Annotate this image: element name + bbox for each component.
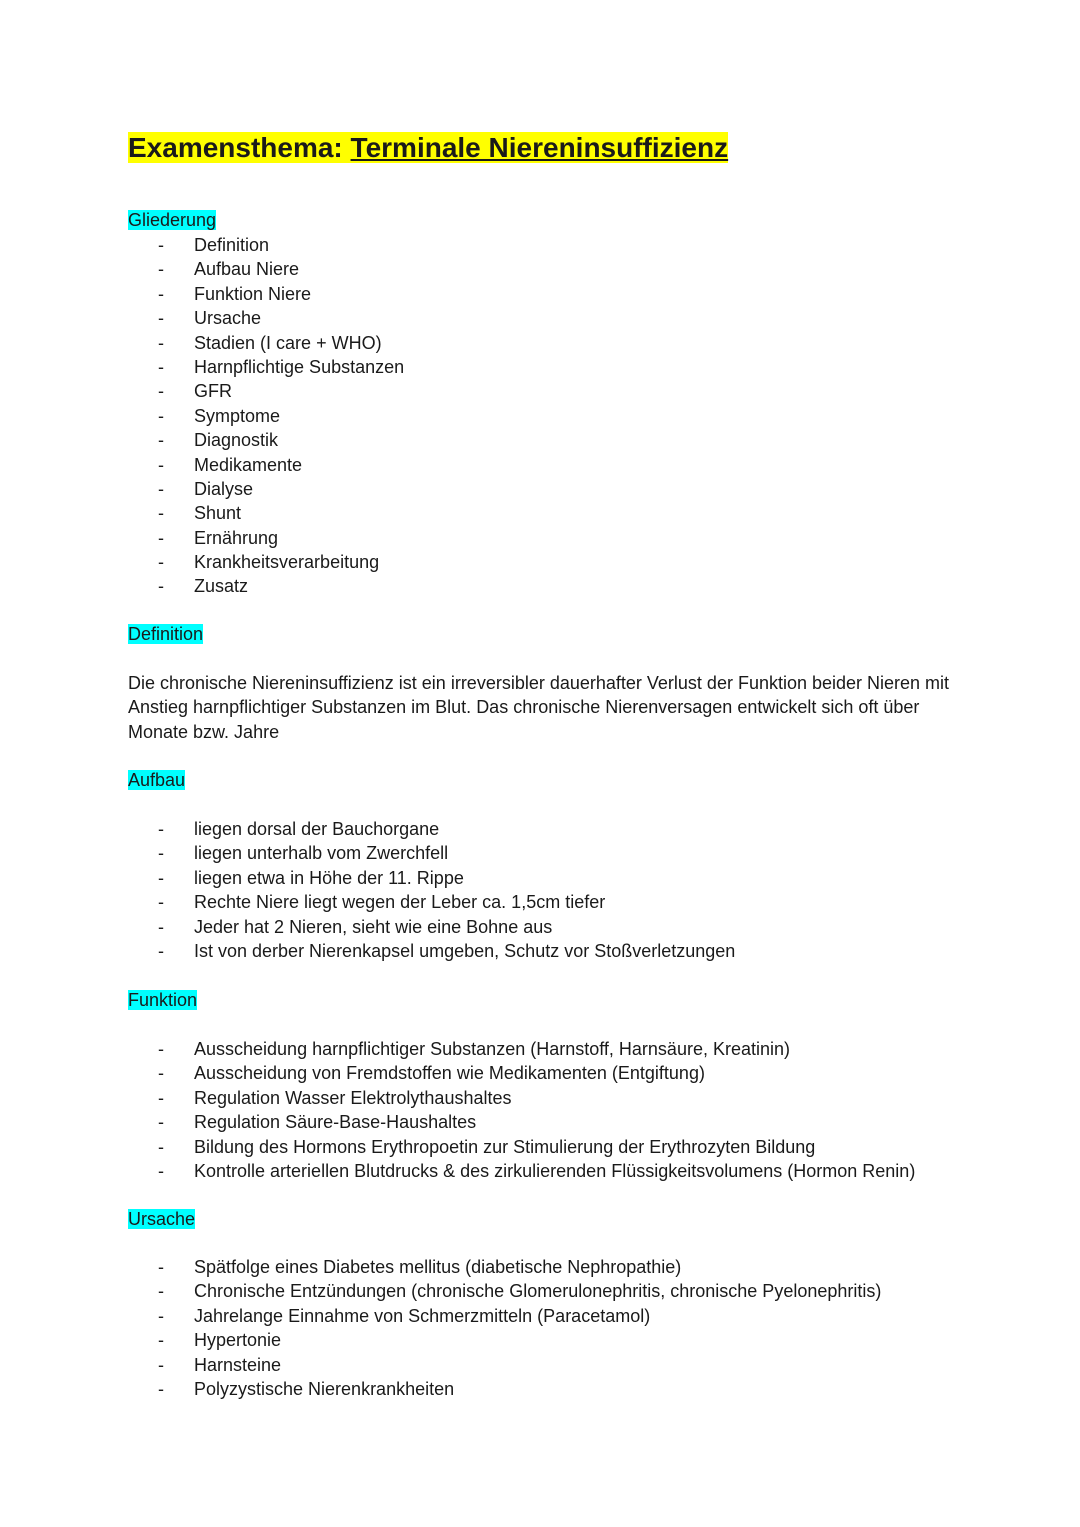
title-prefix: Examensthema: (128, 132, 343, 163)
list-item-text: Polyzystische Nierenkrankheiten (194, 1378, 455, 1399)
bullet-dash: - (158, 843, 164, 864)
list-item-text: Jeder hat 2 Nieren, sieht wie eine Bohne aus (194, 916, 553, 937)
list-item-text: Regulation Wasser Elektrolythaushaltes (194, 1087, 512, 1108)
list-item-text: Ernährung (194, 527, 279, 548)
title-topic: Terminale Niereninsuffizienz (350, 132, 729, 163)
list-item-text: liegen unterhalb vom Zwerchfell (194, 843, 449, 864)
list-item-text: Ausscheidung von Fremdstoffen wie Medikamenten (Entgiftung) (194, 1063, 705, 1084)
bullet-dash: - (158, 381, 164, 402)
bullet-dash: - (158, 356, 164, 377)
bullet-dash: - (158, 867, 164, 888)
bullet-dash: - (158, 1087, 164, 1108)
definition-paragraph: Die chronische Niereninsuffizienz ist ein irreversibler dauerhafter Verlust der Funktion beider Nieren mit Anstieg harnpflichtiger Substanzen im Blut. Das chronische Nierenversagen entwickelt sich oft über Monate bzw. Jahre (128, 673, 950, 742)
bullet-dash: - (158, 1063, 164, 1084)
list-item-text: Medikamente (194, 454, 303, 475)
list-item-text: Bildung des Hormons Erythropoetin zur Stimulierung der Erythrozyten Bildung (194, 1136, 816, 1157)
list-item-text: GFR (194, 381, 232, 402)
bullet-dash: - (158, 1160, 164, 1181)
bullet-dash: - (158, 892, 164, 913)
page-title (128, 128, 728, 168)
bullet-dash: - (158, 308, 164, 329)
list-item-text: Symptome (194, 405, 281, 426)
bullet-dash: - (158, 454, 164, 475)
bullet-dash: - (158, 1112, 164, 1133)
section-heading-definition: Definition (128, 624, 204, 644)
bullet-dash: - (158, 1305, 164, 1326)
bullet-dash: - (158, 332, 164, 353)
bullet-dash: - (158, 576, 164, 597)
list-item-text: Chronische Entzündungen (chronische Glomerulonephritis, chronische Pyelonephritis) (194, 1281, 882, 1302)
list-item-text: Regulation Säure-Base-Haushaltes (194, 1112, 477, 1133)
bullet-dash: - (158, 1354, 164, 1375)
list-item-text: Diagnostik (194, 430, 279, 451)
list-item-text: Harnpflichtige Substanzen (194, 356, 405, 377)
section-heading-gliederung: Gliederung (128, 210, 217, 230)
bullet-dash: - (158, 1039, 164, 1059)
list-item-text: Definition (194, 235, 270, 255)
section-heading-funktion: Funktion (128, 990, 198, 1010)
list-item-text: Kontrolle arteriellen Blutdrucks & des zirkulierenden Flüssigkeitsvolumens (Hormon Renin) (194, 1160, 916, 1181)
list-item-text: Spätfolge eines Diabetes mellitus (diabetische Nephropathie) (194, 1257, 682, 1277)
list-item-text: Ist von derber Nierenkapsel umgeben, Schutz vor Stoßverletzungen (194, 940, 736, 961)
bullet-dash: - (158, 1136, 164, 1157)
bullet-dash: - (158, 1281, 164, 1302)
bullet-dash: - (158, 1257, 164, 1277)
list-item-text: Stadien (I care + WHO) (194, 332, 382, 353)
bullet-dash: - (158, 819, 164, 839)
bullet-dash: - (158, 1378, 164, 1399)
list-item-text: liegen etwa in Höhe der 11. Rippe (194, 867, 464, 888)
list-item-text: Ursache (194, 308, 262, 329)
list-item-text: Aufbau Niere (194, 259, 300, 280)
list-item-text: Zusatz (194, 576, 249, 597)
bullet-dash: - (158, 430, 164, 451)
bullet-dash: - (158, 259, 164, 280)
bullet-dash: - (158, 283, 164, 304)
bullet-dash: - (158, 1330, 164, 1351)
list-item-text: Krankheitsverarbeitung (194, 552, 380, 573)
list-item-text: liegen dorsal der Bauchorgane (194, 819, 440, 839)
list-item-text: Dialyse (194, 478, 254, 499)
bullet-dash: - (158, 527, 164, 548)
bullet-dash: - (158, 503, 164, 524)
bullet-dash: - (158, 552, 164, 573)
section-heading-ursache: Ursache (128, 1209, 196, 1229)
section-heading-aufbau: Aufbau (128, 770, 186, 790)
list-item-text: Harnsteine (194, 1354, 282, 1375)
list-item-text: Ausscheidung harnpflichtiger Substanzen (Harnstoff, Harnsäure, Kreatinin) (194, 1039, 790, 1059)
list-item-text: Shunt (194, 503, 242, 524)
title-space (343, 132, 351, 163)
bullet-dash: - (158, 235, 164, 255)
bullet-dash: - (158, 405, 164, 426)
list-item-text: Jahrelange Einnahme von Schmerzmitteln (Paracetamol) (194, 1305, 651, 1326)
bullet-dash: - (158, 916, 164, 937)
list-item-text: Hypertonie (194, 1330, 282, 1351)
list-item-text: Funktion Niere (194, 283, 312, 304)
list-item-text: Rechte Niere liegt wegen der Leber ca. 1,5cm tiefer (194, 892, 606, 913)
bullet-dash: - (158, 940, 164, 961)
bullet-dash: - (158, 478, 164, 499)
